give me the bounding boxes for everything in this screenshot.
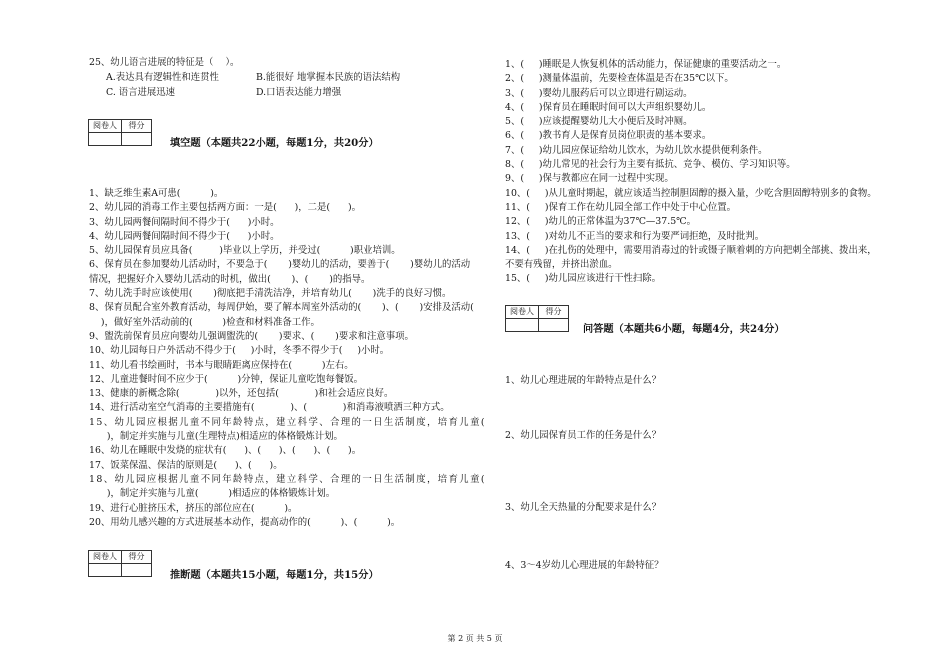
judgment-item-line: 6、( )教书育人是保育员岗位职责的基本要求。	[505, 130, 712, 142]
grader-label: 阅卷人	[89, 120, 122, 132]
judgment-item-14	[505, 244, 935, 273]
score-label: 得分	[545, 307, 562, 316]
judgment-item-line: 14、( )在扎伤的处理中，需要用消毒过的针或镊子顺着刺的方向把刺全部挑、拨出来，	[505, 244, 877, 256]
judgment-item-line: 9、( )保与教都应在同一过程中实现。	[505, 173, 674, 185]
fill-in-item-13	[89, 387, 499, 401]
fill-in-item-line: 10、幼儿园每日户外活动不得少于( )小时，冬季不得少于( )小时。	[89, 345, 390, 357]
judgment-item-10	[505, 187, 935, 201]
option-a: A.表达具有逻辑性和连贯性	[106, 72, 219, 83]
fill-in-item-line: 16、幼儿在睡眠中发烧的症状有( )、( )、( )、( )。	[89, 445, 362, 457]
fill-in-item-line: 9、盥洗前保育员应向婴幼儿强调盥洗的( )要求、( )要求和注意事项。	[89, 330, 414, 342]
fill-in-item-line: 12、儿童进餐时间不应少于( )分钟，保证儿童吃饱每餐饭。	[89, 373, 364, 385]
grader-label: 阅卷人	[89, 551, 122, 563]
judgment-item-12	[505, 215, 935, 229]
fill-in-item-18	[89, 473, 499, 502]
fill-in-item-line: 1、缺乏维生素A可患( )。	[89, 188, 224, 199]
fill-in-item-line: 20、用幼儿感兴趣的方式进展基本动作，提高动作的( )、( )。	[89, 516, 401, 528]
grader-cell	[89, 564, 122, 576]
judgment-question-list	[505, 58, 935, 287]
fill-in-item-line: 15、幼儿园应根据儿童不同年龄特点，建立科学、合理的一日生活制度，培育儿童(	[89, 416, 486, 428]
short-answer-section-title: 问答题（本题共6小题，每题4分，共24分）	[583, 323, 785, 335]
question-25-stem: 25、幼儿语言进展的特征是（ ）。	[89, 57, 240, 68]
fill-in-item-19	[89, 502, 499, 516]
fill-in-item-16	[89, 444, 499, 458]
fill-in-item-11	[89, 359, 499, 373]
fill-in-item-line: )，做好室外活动前的( )检查和材料准备工作。	[89, 316, 320, 328]
score-cell	[122, 133, 151, 145]
fill-in-item-line: )，制定并实施与儿童( )相适应的体格锻炼计划。	[89, 488, 336, 500]
judgment-item-line: 7、( )幼儿园应保证给幼儿饮水，为幼儿饮水提供便利条件。	[505, 144, 768, 156]
fill-in-item-line: 19、进行心脏挤压术，挤压的部位应在( )。	[89, 502, 298, 514]
score-label: 得分	[128, 552, 145, 561]
judgment-item-7	[505, 144, 935, 158]
fill-in-item-line: 11、幼儿看书绘画时，书本与眼睛距离应保持在( )左右。	[89, 359, 354, 371]
judgment-item-line: 12、( )幼儿的正常体温为37℃—37.5℃。	[505, 216, 697, 228]
judgment-item-2	[505, 72, 935, 86]
judgment-item-9	[505, 172, 935, 186]
fill-in-item-line: 2、幼儿园的消毒工作主要包括两方面：一是( )，二是( )。	[89, 202, 361, 214]
option-d: D.口语表达能力增强	[256, 87, 342, 98]
fill-in-item-9	[89, 330, 499, 344]
fill-in-item-12	[89, 373, 499, 387]
question-25-options-row-1	[89, 70, 489, 85]
judgment-score-box	[88, 550, 152, 577]
fill-in-item-20	[89, 516, 499, 530]
fill-in-item-line: 6、保育员在参加婴幼儿活动时，不要急于( )婴幼儿的活动，要善于( )婴幼儿的活动	[89, 259, 471, 271]
judgment-item-4	[505, 101, 935, 115]
grader-label: 阅卷人	[506, 306, 539, 318]
judgment-section-title: 推断题（本题共15小题，每题1分，共15分）	[170, 569, 379, 581]
grader-cell	[89, 133, 122, 145]
fill-in-item-line: 8、保育员配合室外教育活动，每周伊始，要了解本周室外活动的( )、( )安排及活动(	[89, 302, 474, 314]
fill-in-item-line: 4、幼儿园两餐间隔时间不得少于( )小时。	[89, 230, 280, 242]
judgment-item-line: 不要有残留，并挤出淤血。	[505, 259, 618, 271]
fill-in-section-title: 填空题（本题共22小题，每题1分，共20分）	[170, 137, 379, 149]
question-25-options-row-2	[89, 85, 489, 100]
fill-in-item-line: 18、幼儿园应根据儿童不同年龄特点，建立科学、合理的一日生活制度，培育儿童(	[89, 473, 486, 485]
short-answer-question-2: 2、幼儿园保育员工作的任务是什么？	[505, 430, 661, 441]
short-answer-question-3: 3、幼儿全天热量的分配要求是什么？	[505, 502, 661, 513]
judgment-item-line: 3、( )婴幼儿服药后可以立即进行剧运动。	[505, 87, 693, 99]
judgment-item-13	[505, 230, 935, 244]
fill-in-item-line: 情况，把握好介入婴幼儿活动的时机，做出( )、( )的指导。	[89, 273, 371, 285]
fill-in-item-4	[89, 230, 499, 244]
fill-in-item-14	[89, 401, 499, 415]
short-answer-question-1: 1、幼儿心理进展的年龄特点是什么？	[505, 375, 661, 386]
judgment-item-1	[505, 58, 935, 72]
fill-in-item-line: 3、幼儿园两餐间隔时间不得少于( )小时。	[89, 216, 280, 228]
page-footer: 第 2 页 共 5 页	[447, 634, 503, 643]
judgment-item-6	[505, 129, 935, 143]
score-cell	[539, 319, 568, 331]
short-answer-score-box	[505, 305, 569, 332]
fill-in-item-line: )，制定并实施与儿童(生理特点)相适应的体格锻炼计划。	[89, 431, 343, 443]
judgment-item-line: 2、( )测量体温前，先要检查体温是否在35℃以下。	[505, 73, 734, 85]
fill-in-item-line: 14、进行活动室空气消毒的主要措施有( )、( )和消毒液喷洒三种方式。	[89, 402, 450, 414]
fill-in-item-line: 17、饭菜保温、保洁的原则是( )、( )。	[89, 459, 283, 471]
fill-in-item-2	[89, 201, 499, 215]
fill-in-item-17	[89, 459, 499, 473]
grader-cell	[506, 319, 539, 331]
fill-in-item-5	[89, 244, 499, 258]
score-cell	[122, 564, 151, 576]
fill-in-item-line: 13、健康的新概念除( )以外，还包括( )和社会适应良好。	[89, 388, 394, 400]
fill-in-question-list	[89, 187, 499, 530]
fill-in-score-box	[88, 119, 152, 146]
fill-in-item-8	[89, 301, 499, 330]
judgment-item-5	[505, 115, 935, 129]
judgment-item-15	[505, 272, 935, 286]
judgment-item-line: 5、( )应该提醒婴幼儿大小便后及时冲厕。	[505, 116, 693, 128]
judgment-item-8	[505, 158, 935, 172]
option-b: B.能很好 地掌握本民族的语法结构	[256, 72, 401, 83]
fill-in-item-line: 7、幼儿洗手时应该使用( )彻底把手清洗洁净，并培育幼儿( )洗手的良好习惯。	[89, 288, 452, 300]
judgment-item-line: 4、( )保育员在睡眠时间可以大声组织婴幼儿。	[505, 101, 712, 113]
fill-in-item-7	[89, 287, 499, 301]
judgment-item-line: 1、( )睡眠是人恢复机体的活动能力，保证健康的重要活动之一。	[505, 59, 787, 70]
judgment-item-line: 8、( )幼儿常见的社会行为主要有抵抗、竞争、模仿、学习知识等。	[505, 159, 796, 171]
short-answer-question-4: 4、3～4岁幼儿心理进展的年龄特征？	[505, 560, 664, 571]
score-label: 得分	[128, 121, 145, 130]
judgment-item-line: 13、( )对幼儿不正当的要求和行为要严词拒绝，及时批判。	[505, 230, 765, 242]
fill-in-item-3	[89, 216, 499, 230]
option-c: C. 语言进展迅速	[106, 87, 176, 98]
question-25	[89, 55, 489, 100]
judgment-item-line: 10、( )从儿童时期起，就应该适当控制胆固醇的摄入量，少吃含胆固醇特别多的食物。	[505, 187, 877, 199]
fill-in-item-6	[89, 258, 499, 287]
fill-in-item-line: 5、幼儿园保育员应具备( )毕业以上学历，并受过( )职业培训。	[89, 245, 401, 257]
fill-in-item-10	[89, 344, 499, 358]
fill-in-item-15	[89, 416, 499, 445]
judgment-item-11	[505, 201, 935, 215]
fill-in-item-1	[89, 187, 499, 201]
judgment-item-3	[505, 87, 935, 101]
judgment-item-line: 15、( )幼儿园应该进行干性扫除。	[505, 273, 662, 285]
judgment-item-line: 11、( )保育工作在幼儿园全部工作中处于中心位置。	[505, 201, 737, 213]
